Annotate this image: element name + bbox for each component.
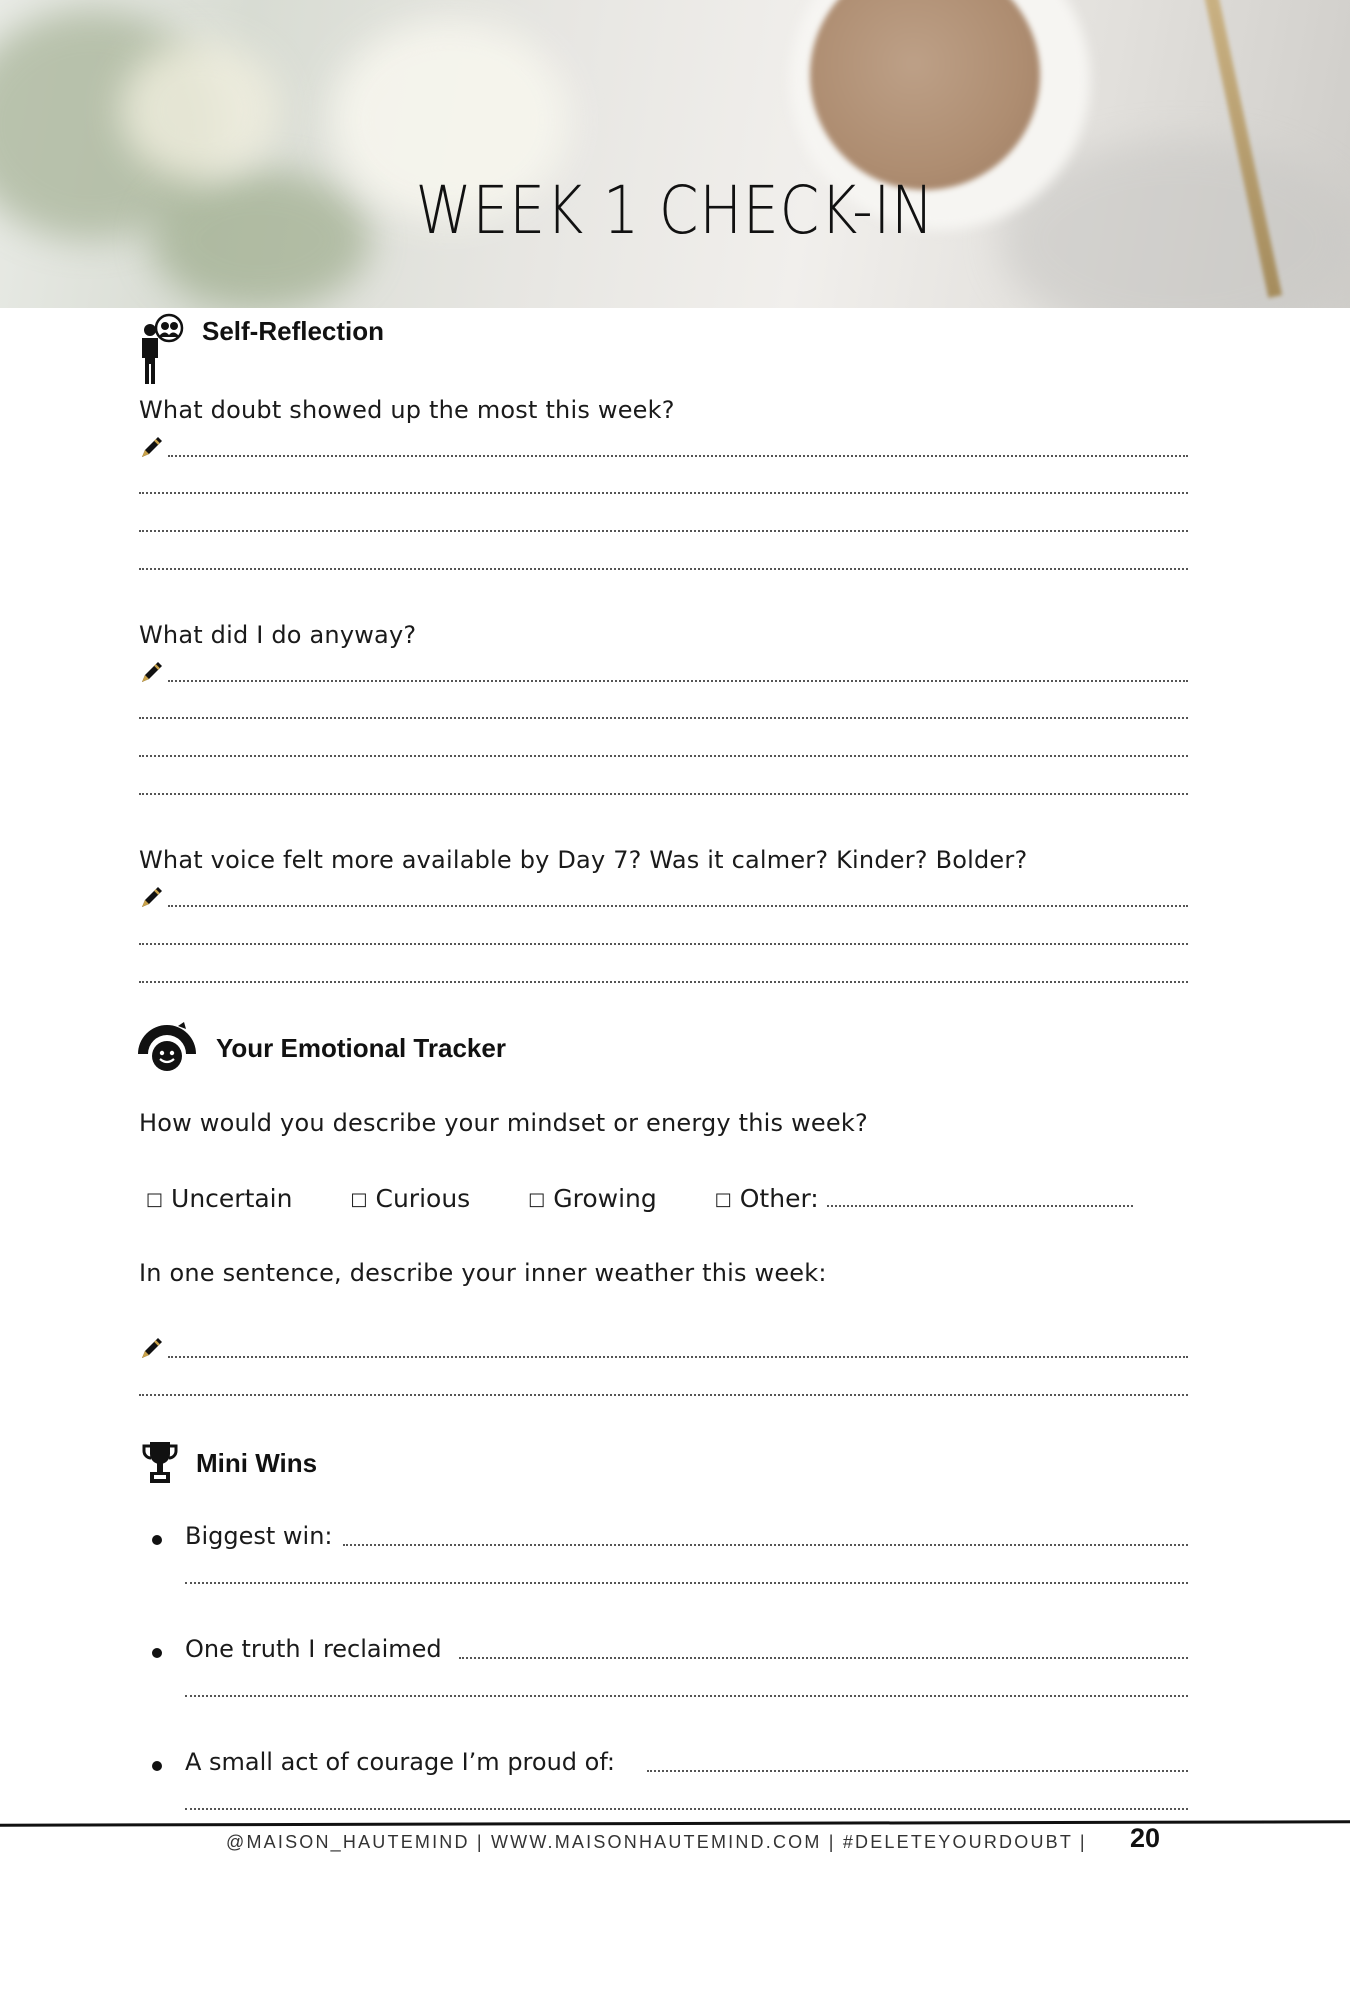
self-reflection-heading: Self-Reflection: [202, 315, 385, 346]
win-truth-label: One truth I reclaimed: [185, 1635, 442, 1663]
mindset-options: [146, 1184, 1191, 1213]
emotional-tracker-header: [134, 1022, 506, 1074]
pen-icon: [139, 1335, 165, 1361]
answer-line[interactable]: [168, 905, 1188, 907]
emotion-gauge-icon: [134, 1022, 200, 1074]
option-label: Other:: [739, 1184, 819, 1213]
answer-line[interactable]: [168, 1356, 1188, 1358]
self-reflection-icon: [136, 312, 186, 390]
footer-text: @MAISON_HAUTEMIND | WWW.MAISONHAUTEMIND.COM | #DELETEYOURDOUBT |: [226, 1832, 1087, 1852]
self-reflection-header: [136, 312, 384, 390]
answer-line[interactable]: [168, 680, 1188, 682]
emotional-tracker-heading: Your Emotional Tracker: [216, 1032, 506, 1063]
option-growing[interactable]: [528, 1184, 657, 1213]
page-title: WEEK 1 CHECK-IN: [415, 172, 935, 249]
win-courage-label: A small act of courage I’m proud of:: [185, 1748, 616, 1776]
mindset-question: How would you describe your mindset or energy this week?: [139, 1109, 868, 1137]
question-3: What voice felt more available by Day 7? Was it calmer? Kinder? Bolder?: [139, 846, 1028, 874]
answer-line[interactable]: [139, 755, 1188, 757]
answer-line[interactable]: [139, 793, 1188, 795]
mini-wins-header: [140, 1438, 317, 1488]
answer-line[interactable]: [168, 455, 1188, 457]
checkbox[interactable]: □: [146, 1189, 164, 1210]
answer-line[interactable]: [139, 530, 1188, 532]
answer-line[interactable]: [139, 568, 1188, 570]
answer-line[interactable]: [343, 1544, 1188, 1546]
option-curious[interactable]: [350, 1184, 470, 1213]
other-answer-line[interactable]: [827, 1187, 1133, 1207]
answer-line[interactable]: [459, 1657, 1188, 1659]
option-other[interactable]: [715, 1184, 1133, 1213]
bullet: [152, 1535, 162, 1545]
photo-flower-left: [120, 40, 280, 180]
win-biggest-label: Biggest win:: [185, 1522, 333, 1550]
answer-line[interactable]: [185, 1808, 1188, 1810]
answer-line[interactable]: [139, 717, 1188, 719]
weather-prompt: In one sentence, describe your inner weather this week:: [139, 1259, 827, 1287]
bullet: [152, 1648, 162, 1658]
checkbox[interactable]: □: [528, 1189, 546, 1210]
mini-wins-heading: Mini Wins: [196, 1447, 318, 1478]
answer-line[interactable]: [139, 1394, 1188, 1396]
option-label: Growing: [553, 1184, 657, 1213]
checkbox[interactable]: □: [714, 1189, 732, 1210]
option-label: Uncertain: [171, 1184, 293, 1213]
option-uncertain[interactable]: [146, 1184, 292, 1213]
checkbox[interactable]: □: [350, 1189, 368, 1210]
page-number: 20: [1130, 1823, 1161, 1853]
answer-line[interactable]: [139, 981, 1188, 983]
header-photo: [0, 0, 1350, 308]
answer-line[interactable]: [185, 1695, 1188, 1697]
option-label: Curious: [375, 1184, 471, 1213]
question-1: What doubt showed up the most this week?: [139, 396, 675, 424]
pen-icon: [139, 884, 165, 910]
pen-icon: [139, 434, 165, 460]
bullet: [152, 1761, 162, 1771]
answer-line[interactable]: [185, 1582, 1188, 1584]
trophy-icon: [140, 1438, 180, 1488]
answer-line[interactable]: [139, 492, 1188, 494]
answer-line[interactable]: [647, 1770, 1188, 1772]
pen-icon: [139, 659, 165, 685]
question-2: What did I do anyway?: [139, 621, 417, 649]
answer-line[interactable]: [139, 943, 1188, 945]
